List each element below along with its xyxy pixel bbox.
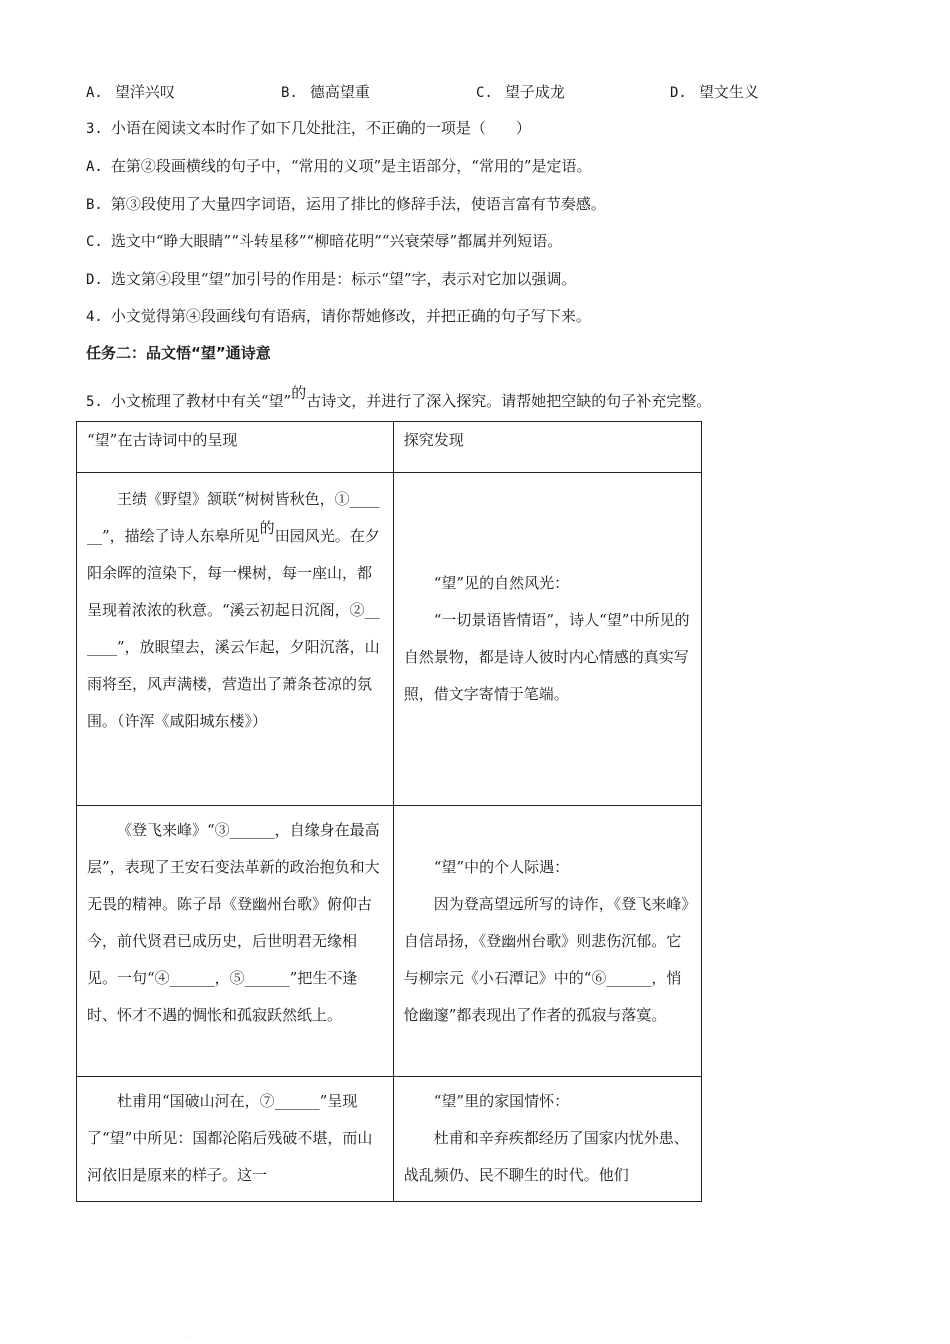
cell-text-sup: 的 (259, 519, 275, 537)
table-cell-right (393, 473, 701, 806)
question-number: 3. (86, 121, 103, 137)
cell-text: 《登飞来峰》“③______，自缘身在最高层”，表现了王安石变法革新的政治抱负和大无畏的精神。陈子昂《登幽州台歌》俯仰古今，前代贤君已成历史，后世明君无缘相见。一句“④______，⑤______”把生不逢时、怀才不遇的惆怅和孤寂跃然纸上。 (87, 821, 380, 1024)
option-text: 望子成龙 (504, 83, 565, 101)
option-letter: C. (476, 85, 493, 101)
table-cell-left (77, 473, 394, 806)
question-number: 4. (86, 309, 103, 325)
option-text: 望文生义 (698, 83, 759, 101)
question-3-choice-c (86, 229, 562, 254)
question-text-sup: 的 (291, 384, 307, 402)
question-3-choice-d (86, 267, 577, 292)
task-2-heading: 任务二：品文悟“望”通诗意 (86, 344, 271, 362)
option-text: 德高望重 (309, 83, 370, 101)
choice-letter: C. (86, 234, 103, 250)
choice-text: 在第②段画横线的句子中，“常用的义项”是主语部分，“常用的”是定语。 (110, 157, 592, 175)
question-5-stem (86, 384, 712, 414)
choice-letter: A. (86, 159, 103, 175)
footer-mark: · (186, 1334, 188, 1341)
option-a (86, 80, 175, 105)
option-letter: B. (281, 85, 298, 101)
choice-text: 第③段使用了大量四字词语，运用了排比的修辞手法，使语言富有节奏感。 (110, 195, 606, 213)
question-4-stem (86, 304, 591, 329)
table-header-cell: “望”在古诗词中的呈现 (77, 422, 394, 473)
cell-text-a: 王绩《野望》颔联“树树皆秋色，①______”，描绘了诗人东皋所见 (87, 490, 380, 545)
question-text-a: 小文梳理了教材中有关“望” (110, 392, 292, 410)
choice-letter: B. (86, 197, 103, 213)
question-3-choice-a (86, 154, 592, 179)
cell-text (87, 481, 383, 740)
table-row (77, 473, 702, 806)
table-header-cell: 探究发现 (393, 422, 701, 473)
option-letter: A. (86, 85, 103, 101)
finding-heading: “望”见的自然风光： (433, 574, 570, 592)
option-c (476, 80, 565, 105)
table-cell-right (393, 806, 701, 1077)
question-text: 小文觉得第④段画线句有语病，请你帮她修改，并把正确的句子写下来。 (110, 307, 591, 325)
finding-heading: “望”中的个人际遇： (433, 857, 570, 876)
table-cell-left (77, 806, 394, 1077)
option-letter: D. (670, 85, 687, 101)
option-d (670, 80, 759, 105)
option-text: 望洋兴叹 (114, 83, 175, 101)
finding-body: 因为登高望远所写的诗作，《登飞来峰》自信昂扬，《登幽州台歌》则悲伤沉郁。它与柳宗元《小石潭记》中的“⑥______，悄怆幽邃”都表现出了作者的孤寂与落寞。 (403, 894, 689, 1024)
choice-text: 选文第④段里“望”加引号的作用是：标示“望”字，表示对它加以强调。 (110, 270, 577, 288)
table-cell-right (393, 1077, 701, 1202)
question-number: 5. (86, 394, 103, 410)
table-row (77, 1077, 702, 1202)
table-header-row (77, 422, 702, 473)
question-3-stem (86, 116, 531, 141)
question-text-b: 古诗文，并进行了深入探究。请帮她把空缺的句子补充完整。 (306, 392, 712, 410)
table-row (77, 806, 702, 1077)
options-row (86, 80, 806, 104)
cell-text-b: 田园风光。在夕阳余晖的渲染下，每一棵树，每一座山，都呈现着浓浓的秋意。“溪云初起日沉阁，②______”，放眼望去，溪云乍起，夕阳沉落，山雨将至，风声满楼，营造出了萧条苍凉的氛围。（许浑《咸阳城东楼》） (87, 527, 380, 730)
table-cell-left (77, 1077, 394, 1202)
finding-body: 杜甫和辛弃疾都经历了国家内忧外患、战乱频仍、民不聊生的时代。他们 (403, 1129, 689, 1184)
finding-heading: “望”里的家国情怀： (433, 1092, 570, 1110)
choice-letter: D. (86, 272, 103, 288)
cell-text: 杜甫用“国破山河在，⑦______”呈现了“望”中所见：国都沦陷后残破不堪，而山河依旧是原来的样子。这一 (87, 1092, 373, 1184)
option-b (281, 80, 370, 105)
poetry-table (76, 421, 702, 1202)
question-text: 小语在阅读文本时作了如下几处批注，不正确的一项是（ ） (110, 119, 531, 137)
question-3-choice-b (86, 192, 606, 217)
finding-body: “一切景语皆情语”，诗人“望”中所见的自然景物，都是诗人彼时内心情感的真实写照，借文字寄情于笔端。 (403, 611, 690, 703)
choice-text: 选文中“睁大眼睛”“斗转星移”“柳暗花明”“兴衰荣辱”都属并列短语。 (110, 232, 563, 250)
